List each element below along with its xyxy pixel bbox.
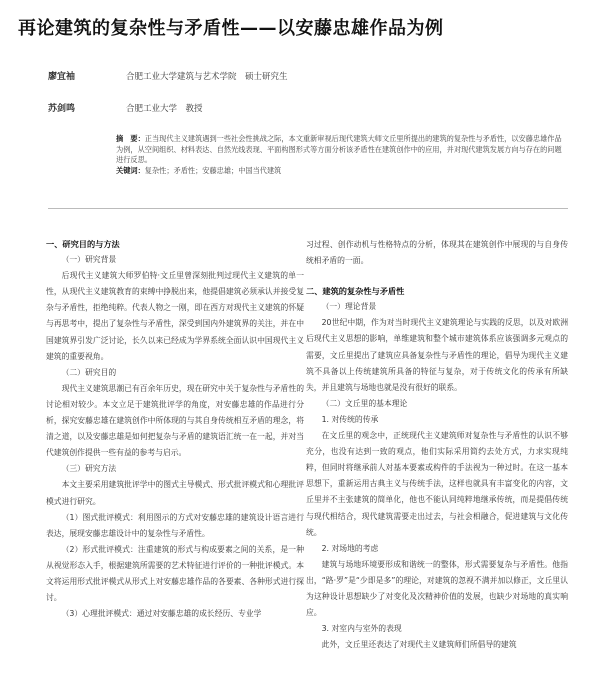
author-name: 廖宜袖	[48, 72, 76, 82]
body-paragraph: （1）图式批评模式：利用图示的方式对安藤忠雄的建筑设计语言进行表达，展现安藤忠雄设计中的复杂性与矛盾性。	[46, 512, 304, 538]
abstract-label: 摘 要：	[116, 134, 145, 143]
body-paragraph: 在文丘里的观念中，正统现代主义建筑师对复杂性与矛盾性的认识不够充分，也没有达到一致的观点，他们实际采用简约去处方式，力求实现纯粹，但同时将继承前人对基本要素或构件的手法视为一种过时。在这一基本思想下，重新运用古典主义与传统手法，这样也就具有丰富变化的内容，文丘里并不主张建筑的简单化，他也不能认同纯粹地继承传统，而是提倡传统与现代相结合，现代建筑需要走出过去，与社会相融合，促进建筑与文化传统。	[306, 431, 568, 537]
body-paragraph: 习过程、创作动机与性格特点的分析，体现其在建筑创作中展现的与自身传统相矛盾的一面。	[306, 240, 568, 266]
subsection-heading: 3. 对室内与室外的表现	[321, 624, 402, 634]
body-paragraph: （2）形式批评模式：注重建筑的形式与构成要素之间的关系，是一种从视觉形态入手，根据建筑所需要的艺术特征进行评价的一种批评模式。本文将运用形式批评模式从形式上对安藤忠雄作品的各要素、各种形式进行探讨。	[46, 544, 304, 603]
left-column	[46, 236, 304, 622]
body-paragraph: 后现代主义建筑大师罗伯特·文丘里曾深刻批判过现代主义建筑的单一性，从现代主义建筑教育的束缚中挣脱出来，他提倡建筑必须承认并接受复杂与矛盾性，拒绝纯粹。代表人物之一刚，即在西方对现代主义建筑的怀疑与再思考中，提出了复杂性与矛盾性，深受到国内外建筑界的关注，并在中国建筑界引发广泛讨论，长久以来已经成为学界系统全面认识中国现代主义建筑的重要视角。	[46, 271, 304, 361]
author-name: 苏剑鸣	[48, 104, 76, 114]
body-paragraph: 此外，文丘里还表达了对现代主义建筑师们所倡导的建筑	[321, 640, 517, 650]
subsection-heading: （二）研究目的	[61, 367, 117, 377]
section-divider	[48, 208, 568, 209]
author-line	[48, 69, 288, 82]
author-affiliation: 合肥工业大学 教授	[126, 104, 203, 114]
subsection-heading: （一）研究背景	[61, 255, 117, 265]
section-heading: 一、研究目的与方法	[46, 239, 120, 249]
subsection-heading: （二）文丘里的基本理论	[321, 398, 408, 408]
subsection-heading: 1. 对传统的传承	[321, 414, 379, 424]
abstract-block	[116, 134, 564, 176]
body-paragraph: （3）心理批评模式：通过对安藤忠雄的成长经历、专业学	[61, 609, 262, 619]
subsection-heading: （三）研究方法	[61, 464, 117, 474]
paper-title: 再论建筑的复杂性与矛盾性——以安藤忠雄作品为例	[18, 18, 444, 39]
subsection-heading: 2. 对场地的考虑	[321, 543, 379, 553]
keywords-text: 复杂性；矛盾性；安藤忠雄；中国当代建筑	[144, 165, 282, 175]
section-heading: 二、建筑的复杂性与矛盾性	[306, 286, 405, 297]
right-column	[306, 237, 568, 653]
body-paragraph: 建筑与场地环境要形成和谐统一的整体，形式需要复杂与矛盾性。他指出，“路·罗”是“少即是多”的理论，对建筑的忽视不满并加以修正，文丘里认为这种设计思想缺少了对变化及次精神价值的发展，也缺少对场地的真实响应。	[306, 559, 568, 618]
body-paragraph: 现代主义建筑思潮已有百余年历史，现在研究中关于复杂性与矛盾性的讨论相对较少。本文立足于建筑批评学的角度，对安藤忠雄的作品进行分析，探究安藤忠雄在建筑创作中所体现的与其自身传统相互矛盾的理念，将清之道，以及安藤忠雄是如何把复杂与矛盾的建筑语汇统一在一起，并对当代建筑创作提供一些有益的参考与启示。	[46, 383, 304, 458]
author-affiliation: 合肥工业大学建筑与艺术学院 硕士研究生	[126, 72, 288, 82]
body-paragraph: 本文主要采用建筑批评学中的图式主导模式、形式批评模式和心理批评模式进行研究。	[46, 480, 304, 506]
author-line	[48, 101, 203, 114]
subsection-heading: （一）理论背景	[321, 302, 377, 312]
body-paragraph: 20世纪中期，作为对当时现代主义建筑理论与实践的反思，以及对欧洲后现代主义思想的影响，单维建筑和整个城市建筑体系应该强调多元观点的需要，文丘里提出了建筑应具备复杂性与矛盾性的理论，倡导为现代主义建筑不具备以上传统建筑所具备的特征与复杂，对于传统文化的传承有所缺失，并且建筑与场地也就是没有很好的联系。	[306, 318, 568, 392]
keywords-label: 关键词：	[116, 165, 145, 175]
abstract-text: 正当现代主义建筑遇到一些社会性挑战之际，本文重新审视后现代建筑大师文丘里所提出的建筑的复杂性与矛盾性，以安藤忠雄作品为例，从空间组织、材料表达、自然光线表现、平面构图形式等方面分析该矛盾性在建筑创作中的应用，并对现代建筑发展方向与存在的问题进行反思。	[116, 134, 562, 165]
